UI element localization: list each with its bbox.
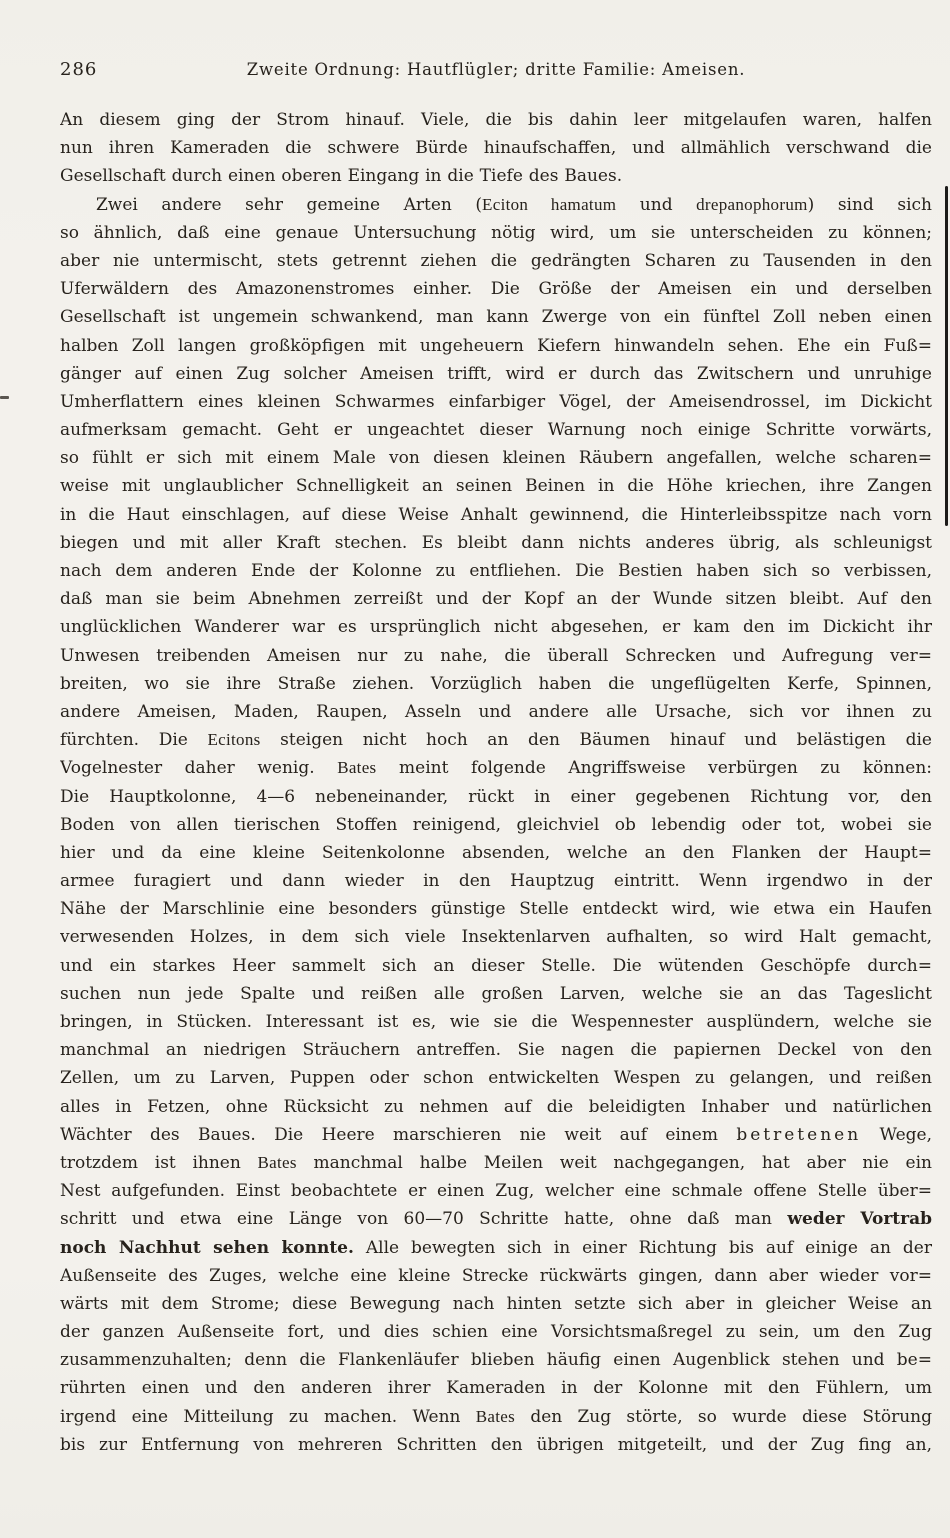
text-segment: und — [616, 194, 697, 215]
text-line — [60, 134, 932, 162]
text-segment: Nest aufgefunden. Einst beobachtete er einen Zug, welcher eine schmale offene Stelle über= — [60, 1181, 932, 1202]
text-segment: biegen und mit aller Kraft stechen. Es bleibt dann nichts anderes übrig, als schleunigst — [60, 532, 932, 553]
text-line — [60, 895, 932, 923]
text-line — [60, 698, 932, 726]
text-segment: steigen nicht hoch an den Bäumen hinauf und belästigen die — [260, 730, 932, 751]
text-segment: breiten, wo sie ihre Straße ziehen. Vorzüglich haben die ungeflügelten Kerfe, Spinnen, — [60, 673, 932, 694]
text-line — [60, 360, 932, 388]
text-line — [60, 1093, 932, 1121]
text-segment: Die Hauptkolonne, 4—6 nebeneinander, rückt in einer gegebenen Richtung vor, den — [60, 786, 932, 807]
text-line — [60, 1374, 932, 1402]
text-segment: Alle bewegten sich in einer Richtung bis auf einige an der — [353, 1237, 932, 1258]
text-line — [60, 332, 932, 360]
text-line — [60, 726, 932, 754]
text-segment: verwesenden Holzes, in dem sich viele Insektenlarven aufhalten, so wird Halt gemacht, — [60, 927, 932, 948]
text-segment: Wege, — [861, 1124, 932, 1145]
text-segment: halben Zoll langen großköpfigen mit ungeheuern Kiefern hinwandeln sehen. Ehe ein Fuß= — [60, 335, 932, 356]
text-line — [60, 106, 932, 134]
text-segment: Wächter des Baues. Die Heere marschieren nie weit auf einem — [60, 1124, 737, 1145]
text-segment: daß man sie beim Abnehmen zerreißt und der Kopf an der Wunde sitzen bleibt. Auf den — [60, 589, 932, 610]
text-line — [60, 191, 932, 219]
text-line — [60, 1318, 932, 1346]
text-line — [60, 388, 932, 416]
text-line — [60, 1036, 932, 1064]
body-text — [60, 106, 932, 1459]
text-segment: in die Haut einschlagen, auf diese Weise Anhalt gewinnend, die Hinterleibsspitze nach vorn — [60, 504, 932, 525]
text-segment: Boden von allen tierischen Stoffen reinigend, gleichviel ob lebendig oder tot, wobei sie — [60, 814, 932, 835]
text-segment: andere Ameisen, Maden, Raupen, Asseln und andere alle Ursache, sich vor ihnen zu — [60, 701, 932, 722]
text-segment: hier und da eine kleine Seitenkolonne absenden, welche an den Flanken der Haupt= — [60, 842, 932, 863]
text-line — [60, 839, 932, 867]
text-segment: ) sind sich — [807, 194, 932, 215]
text-line — [60, 1403, 932, 1431]
text-segment-ant: Ecitons — [207, 730, 261, 750]
text-line — [60, 670, 932, 698]
text-segment-ant: drepanophorum — [696, 194, 808, 214]
text-segment: aufmerksam gemacht. Geht er ungeachtet dieser Warnung noch einige Schritte vorwärts, — [60, 420, 932, 441]
text-line — [60, 1064, 932, 1092]
text-line — [60, 557, 932, 585]
text-segment: Gesellschaft durch einen oberen Eingang in die Tiefe des Baues. — [60, 166, 623, 187]
text-segment: nun ihren Kameraden die schwere Bürde hinaufschaffen, und allmählich verschwand die — [60, 138, 932, 159]
text-line — [60, 1290, 932, 1318]
scan-artifact-right-edge-line — [945, 186, 948, 526]
text-segment-ant: Eciton hamatum — [482, 194, 617, 214]
text-line — [60, 1121, 932, 1149]
text-segment: zusammenzuhalten; denn die Flankenläufer blieben häufig einen Augenblick stehen und be= — [60, 1350, 932, 1371]
text-segment: suchen nun jede Spalte und reißen alle großen Larven, welche sie an das Tageslicht — [60, 983, 932, 1004]
text-segment: so fühlt er sich mit einem Male von diesen kleinen Räubern angefallen, welche scharen= — [60, 448, 932, 469]
text-line — [60, 219, 932, 247]
text-segment-ant: Bates — [337, 758, 377, 778]
running-title: Zweite Ordnung: Hautflügler; dritte Familie: Ameisen. — [246, 60, 746, 79]
page-number: 286 — [60, 59, 98, 80]
text-segment: den Zug störte, so wurde diese Störung — [515, 1406, 932, 1427]
text-segment: manchmal halbe Meilen weit nachgegangen, hat aber nie ein — [296, 1152, 932, 1173]
text-segment: Gesellschaft ist ungemein schwankend, man kann Zwerge von ein fünftel Zoll neben einen — [60, 307, 932, 328]
text-segment: fürchten. Die — [60, 730, 208, 751]
text-line — [60, 1234, 932, 1262]
text-line — [60, 1149, 932, 1177]
text-line — [60, 416, 932, 444]
text-segment-b: weder Vortrab — [787, 1209, 932, 1230]
text-segment: so ähnlich, daß eine genaue Untersuchung nötig wird, um sie unterscheiden zu können; — [60, 222, 932, 243]
text-line — [60, 162, 932, 190]
text-line — [60, 247, 932, 275]
text-segment: der ganzen Außenseite fort, und dies schien eine Vorsichtsmaßregel zu sein, um den Zug — [60, 1322, 932, 1343]
text-line — [60, 1262, 932, 1290]
text-segment: manchmal an niedrigen Sträuchern antreffen. Sie nagen die papiernen Deckel von den — [60, 1040, 932, 1061]
text-segment: und ein starkes Heer sammelt sich an dieser Stelle. Die wütenden Geschöpfe durch= — [60, 955, 932, 976]
text-segment: Vogelnester daher wenig. — [60, 758, 338, 779]
text-segment: armee furagiert und dann wieder in den Hauptzug eintritt. Wenn irgendwo in der — [60, 871, 932, 892]
text-segment: Nähe der Marschlinie eine besonders günstige Stelle entdeckt wird, wie etwa ein Haufen — [60, 899, 932, 920]
text-line — [60, 275, 932, 303]
text-line — [60, 642, 932, 670]
text-segment: An diesem ging der Strom hinauf. Viele, die bis dahin leer mitgelaufen waren, halfen — [60, 110, 932, 130]
text-segment: unglücklichen Wanderer war es ursprünglich nicht abgesehen, er kam den im Dickicht ihr — [60, 617, 932, 638]
text-line — [60, 501, 932, 529]
text-line — [60, 529, 932, 557]
text-segment-ant: Bates — [257, 1152, 297, 1172]
text-segment: bis zur Entfernung von mehreren Schritten den übrigen mitgeteilt, und der Zug fing an, — [60, 1434, 932, 1455]
text-segment: Außenseite des Zuges, welche eine kleine Strecke rückwärts gingen, dann aber wieder vor= — [60, 1265, 932, 1286]
text-line — [60, 783, 932, 811]
text-line — [60, 754, 932, 782]
text-line — [60, 1177, 932, 1205]
text-segment: rührten einen und den anderen ihrer Kameraden in der Kolonne mit den Fühlern, um — [60, 1378, 932, 1399]
text-segment: irgend eine Mitteilung zu machen. Wenn — [60, 1406, 476, 1427]
text-line — [60, 980, 932, 1008]
page-header — [60, 58, 932, 84]
text-segment: Uferwäldern des Amazonenstromes einher. Die Größe der Ameisen ein und derselben — [60, 279, 932, 300]
text-segment: alles in Fetzen, ohne Rücksicht zu nehmen auf die beleidigten Inhaber und natürlichen — [60, 1096, 932, 1117]
text-line — [60, 303, 932, 331]
text-line — [60, 923, 932, 951]
text-segment: gänger auf einen Zug solcher Ameisen trifft, wird er durch das Zwitschern und unruhige — [60, 363, 932, 384]
text-line — [60, 1346, 932, 1374]
text-line — [60, 867, 932, 895]
text-line — [60, 1431, 932, 1459]
text-line — [60, 952, 932, 980]
text-segment: wärts mit dem Strome; diese Bewegung nach hinten setzte sich aber in gleicher Weise an — [60, 1293, 932, 1314]
text-segment: meint folgende Angriffsweise verbürgen zu können: — [376, 758, 932, 779]
text-segment: Zwei andere sehr gemeine Arten ( — [96, 194, 483, 215]
text-line — [60, 444, 932, 472]
text-segment: bringen, in Stücken. Interessant ist es, wie sie die Wespennester ausplündern, welche sie — [60, 1012, 932, 1032]
text-segment-b: noch Nachhut sehen konnte. — [60, 1237, 354, 1258]
text-segment: nach dem anderen Ende der Kolonne zu entfliehen. Die Bestien haben sich so verbissen, — [60, 561, 932, 581]
text-line — [60, 613, 932, 641]
text-line — [60, 585, 932, 613]
text-line — [60, 811, 932, 839]
text-segment: Zellen, um zu Larven, Puppen oder schon entwickelten Wespen zu gelangen, und reißen — [60, 1068, 932, 1089]
text-segment: Umherflattern eines kleinen Schwarmes einfarbiger Vögel, der Ameisendrossel, im Dickicht — [60, 391, 932, 412]
text-segment-sp: betretenen — [736, 1124, 862, 1145]
text-segment: aber nie untermischt, stets getrennt ziehen die gedrängten Scharen zu Tausenden in den — [60, 250, 932, 271]
scan-artifact-left-margin-mark — [0, 396, 9, 399]
text-segment: schritt und etwa eine Länge von 60—70 Schritte hatte, ohne daß man — [60, 1209, 788, 1230]
text-line — [60, 472, 932, 500]
text-segment: trotzdem ist ihnen — [60, 1152, 258, 1173]
text-segment: Unwesen treibenden Ameisen nur zu nahe, die überall Schrecken und Aufregung ver= — [60, 645, 932, 666]
text-segment-ant: Bates — [475, 1406, 516, 1426]
text-line — [60, 1205, 932, 1233]
text-line — [60, 1008, 932, 1036]
text-segment: weise mit unglaublicher Schnelligkeit an seinen Beinen in die Höhe kriechen, ihre Zangen — [60, 476, 932, 497]
